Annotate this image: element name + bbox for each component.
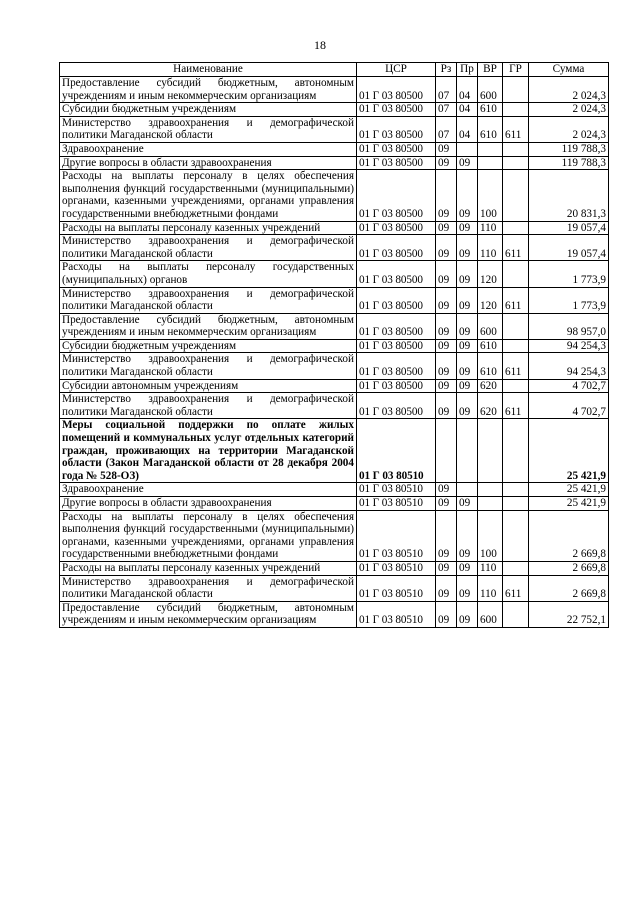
cell-gr: 611: [503, 393, 529, 419]
cell-rz: 09: [436, 235, 457, 261]
cell-rz: 07: [436, 116, 457, 142]
cell-rz: 09: [436, 313, 457, 339]
table-body: [60, 77, 609, 628]
cell-gr: [503, 497, 529, 511]
cell-gr: 611: [503, 353, 529, 379]
cell-sum: 22 752,1: [529, 601, 609, 627]
cell-vr: [478, 142, 503, 156]
header-row: [60, 63, 609, 77]
cell-pr: 09: [457, 221, 478, 235]
cell-csr: 01 Г 03 80500: [357, 77, 436, 103]
cell-sum: 25 421,9: [529, 497, 609, 511]
cell-csr: 01 Г 03 80500: [357, 393, 436, 419]
cell-gr: 611: [503, 116, 529, 142]
cell-sum: 25 421,9: [529, 483, 609, 497]
cell-vr: 110: [478, 221, 503, 235]
cell-name: Министерство здравоохранения и демографической политики Магаданской области: [60, 393, 357, 419]
cell-vr: 600: [478, 77, 503, 103]
table-row: [60, 510, 609, 561]
cell-pr: 09: [457, 393, 478, 419]
cell-name: Предоставление субсидий бюджетным, автономным учреждениям и иным некоммерческим организациям: [60, 77, 357, 103]
cell-name: Министерство здравоохранения и демографической политики Магаданской области: [60, 235, 357, 261]
cell-csr: 01 Г 03 80500: [357, 142, 436, 156]
cell-vr: 100: [478, 510, 503, 561]
cell-csr: 01 Г 03 80500: [357, 156, 436, 170]
cell-sum: 20 831,3: [529, 170, 609, 221]
cell-vr: [478, 419, 503, 483]
table-row: [60, 313, 609, 339]
cell-name: Предоставление субсидий бюджетным, автономным учреждениям и иным некоммерческим организациям: [60, 313, 357, 339]
cell-vr: 120: [478, 287, 503, 313]
cell-csr: 01 Г 03 80500: [357, 313, 436, 339]
cell-name: Расходы на выплаты персоналу казенных учреждений: [60, 561, 357, 575]
table-row: [60, 77, 609, 103]
cell-csr: 01 Г 03 80510: [357, 601, 436, 627]
header-name: Наименование: [60, 63, 357, 77]
cell-name: Здравоохранение: [60, 142, 357, 156]
table-row: [60, 221, 609, 235]
cell-sum: 2 024,3: [529, 77, 609, 103]
cell-sum: 4 702,7: [529, 393, 609, 419]
cell-rz: 09: [436, 261, 457, 287]
cell-csr: 01 Г 03 80500: [357, 235, 436, 261]
cell-csr: 01 Г 03 80500: [357, 379, 436, 393]
cell-gr: [503, 379, 529, 393]
cell-vr: 100: [478, 170, 503, 221]
cell-gr: 611: [503, 287, 529, 313]
cell-gr: [503, 103, 529, 117]
cell-gr: 611: [503, 235, 529, 261]
cell-sum: 2 024,3: [529, 116, 609, 142]
cell-vr: [478, 156, 503, 170]
header-csr: ЦСР: [357, 63, 436, 77]
cell-gr: [503, 313, 529, 339]
cell-rz: 09: [436, 497, 457, 511]
cell-pr: 09: [457, 287, 478, 313]
cell-rz: 09: [436, 353, 457, 379]
cell-pr: 09: [457, 261, 478, 287]
table-row: [60, 393, 609, 419]
cell-gr: [503, 261, 529, 287]
cell-csr: 01 Г 03 80510: [357, 497, 436, 511]
cell-rz: 09: [436, 393, 457, 419]
table-row: [60, 142, 609, 156]
cell-csr: 01 Г 03 80510: [357, 575, 436, 601]
table-row: [60, 170, 609, 221]
cell-vr: 120: [478, 261, 503, 287]
header-rz: Рз: [436, 63, 457, 77]
table-row: [60, 379, 609, 393]
table-row: [60, 339, 609, 353]
cell-pr: 09: [457, 510, 478, 561]
cell-rz: 09: [436, 601, 457, 627]
cell-csr: 01 Г 03 80500: [357, 170, 436, 221]
cell-sum: 2 024,3: [529, 103, 609, 117]
cell-vr: 610: [478, 116, 503, 142]
cell-csr: 01 Г 03 80500: [357, 353, 436, 379]
cell-sum: 4 702,7: [529, 379, 609, 393]
cell-pr: 04: [457, 77, 478, 103]
cell-rz: 09: [436, 170, 457, 221]
cell-vr: 600: [478, 601, 503, 627]
cell-csr: 01 Г 03 80510: [357, 561, 436, 575]
cell-vr: 110: [478, 575, 503, 601]
table-row: [60, 497, 609, 511]
cell-vr: [478, 483, 503, 497]
budget-table: [59, 62, 609, 628]
cell-name: Министерство здравоохранения и демографической политики Магаданской области: [60, 287, 357, 313]
cell-csr: 01 Г 03 80500: [357, 261, 436, 287]
cell-sum: 119 788,3: [529, 156, 609, 170]
table-row: [60, 601, 609, 627]
cell-vr: 610: [478, 339, 503, 353]
cell-sum: 2 669,8: [529, 510, 609, 561]
cell-vr: [478, 497, 503, 511]
cell-pr: 09: [457, 170, 478, 221]
cell-rz: 09: [436, 575, 457, 601]
cell-name: Субсидии автономным учреждениям: [60, 379, 357, 393]
cell-gr: [503, 510, 529, 561]
cell-pr: 09: [457, 353, 478, 379]
header-vr: ВР: [478, 63, 503, 77]
header-gr: ГР: [503, 63, 529, 77]
cell-name: Другие вопросы в области здравоохранения: [60, 497, 357, 511]
cell-vr: 620: [478, 379, 503, 393]
cell-csr: 01 Г 03 80500: [357, 221, 436, 235]
cell-vr: 600: [478, 313, 503, 339]
cell-name: Расходы на выплаты персоналу в целях обеспечения выполнения функций государственными (муниципальными) органами, казенными учреждениями, органами управления государственными внебюджетными фондами: [60, 170, 357, 221]
table-row: [60, 561, 609, 575]
cell-name: Другие вопросы в области здравоохранения: [60, 156, 357, 170]
cell-sum: 19 057,4: [529, 221, 609, 235]
cell-sum: 2 669,8: [529, 575, 609, 601]
cell-sum: 119 788,3: [529, 142, 609, 156]
cell-pr: 09: [457, 339, 478, 353]
table-row: [60, 575, 609, 601]
cell-vr: 110: [478, 235, 503, 261]
cell-name: Министерство здравоохранения и демографической политики Магаданской области: [60, 575, 357, 601]
cell-rz: [436, 419, 457, 483]
cell-sum: 2 669,8: [529, 561, 609, 575]
table-row: [60, 287, 609, 313]
page-number: 18: [314, 38, 326, 52]
cell-gr: [503, 483, 529, 497]
cell-rz: 07: [436, 77, 457, 103]
header-pr: Пр: [457, 63, 478, 77]
cell-name: Расходы на выплаты персоналу государственных (муниципальных) органов: [60, 261, 357, 287]
cell-pr: 09: [457, 497, 478, 511]
cell-rz: 09: [436, 339, 457, 353]
cell-rz: 09: [436, 379, 457, 393]
cell-rz: 09: [436, 510, 457, 561]
cell-sum: 25 421,9: [529, 419, 609, 483]
cell-vr: 610: [478, 353, 503, 379]
cell-pr: 09: [457, 235, 478, 261]
cell-csr: 01 Г 03 80510: [357, 419, 436, 483]
cell-pr: [457, 142, 478, 156]
cell-gr: [503, 339, 529, 353]
cell-pr: 09: [457, 379, 478, 393]
cell-csr: 01 Г 03 80500: [357, 339, 436, 353]
cell-pr: 09: [457, 313, 478, 339]
cell-csr: 01 Г 03 80510: [357, 510, 436, 561]
cell-gr: [503, 170, 529, 221]
cell-pr: 09: [457, 575, 478, 601]
cell-vr: 620: [478, 393, 503, 419]
cell-rz: 09: [436, 483, 457, 497]
cell-vr: 110: [478, 561, 503, 575]
table-row: [60, 235, 609, 261]
cell-name: Расходы на выплаты персоналу в целях обеспечения выполнения функций государственными (муниципальными) органами, казенными учреждениями, органами управления государственными внебюджетными фондами: [60, 510, 357, 561]
cell-rz: 09: [436, 561, 457, 575]
cell-pr: [457, 483, 478, 497]
table-row: [60, 103, 609, 117]
cell-sum: 1 773,9: [529, 261, 609, 287]
cell-csr: 01 Г 03 80500: [357, 103, 436, 117]
cell-rz: 09: [436, 221, 457, 235]
cell-name: Субсидии бюджетным учреждениям: [60, 103, 357, 117]
cell-rz: 09: [436, 156, 457, 170]
cell-gr: [503, 561, 529, 575]
cell-name: Здравоохранение: [60, 483, 357, 497]
cell-gr: [503, 156, 529, 170]
cell-pr: 09: [457, 601, 478, 627]
cell-rz: 09: [436, 142, 457, 156]
cell-sum: 1 773,9: [529, 287, 609, 313]
cell-vr: 610: [478, 103, 503, 117]
cell-sum: 94 254,3: [529, 339, 609, 353]
cell-name: Министерство здравоохранения и демографической политики Магаданской области: [60, 116, 357, 142]
cell-name: Министерство здравоохранения и демографической политики Магаданской области: [60, 353, 357, 379]
cell-pr: 04: [457, 103, 478, 117]
cell-gr: 611: [503, 575, 529, 601]
cell-name: Предоставление субсидий бюджетным, автономным учреждениям и иным некоммерческим организациям: [60, 601, 357, 627]
cell-csr: 01 Г 03 80500: [357, 287, 436, 313]
cell-sum: 19 057,4: [529, 235, 609, 261]
header-sum: Сумма: [529, 63, 609, 77]
cell-pr: 09: [457, 561, 478, 575]
cell-gr: [503, 419, 529, 483]
cell-pr: [457, 419, 478, 483]
cell-gr: [503, 601, 529, 627]
cell-pr: 09: [457, 156, 478, 170]
cell-rz: 09: [436, 287, 457, 313]
cell-pr: 04: [457, 116, 478, 142]
cell-name: Расходы на выплаты персоналу казенных учреждений: [60, 221, 357, 235]
cell-gr: [503, 221, 529, 235]
table-row: [60, 261, 609, 287]
cell-gr: [503, 142, 529, 156]
cell-rz: 07: [436, 103, 457, 117]
table-row: [60, 483, 609, 497]
cell-csr: 01 Г 03 80510: [357, 483, 436, 497]
table-row: [60, 156, 609, 170]
table-row: [60, 353, 609, 379]
cell-sum: 94 254,3: [529, 353, 609, 379]
table-row: [60, 419, 609, 483]
table-row: [60, 116, 609, 142]
cell-gr: [503, 77, 529, 103]
cell-csr: 01 Г 03 80500: [357, 116, 436, 142]
cell-name: Субсидии бюджетным учреждениям: [60, 339, 357, 353]
cell-sum: 98 957,0: [529, 313, 609, 339]
cell-name: Меры социальной поддержки по оплате жилых помещений и коммунальных услуг отдельных категорий граждан, проживающих на территории Магаданской области (Закон Магаданской области от 28 декабря 2004 года № 528-ОЗ): [60, 419, 357, 483]
